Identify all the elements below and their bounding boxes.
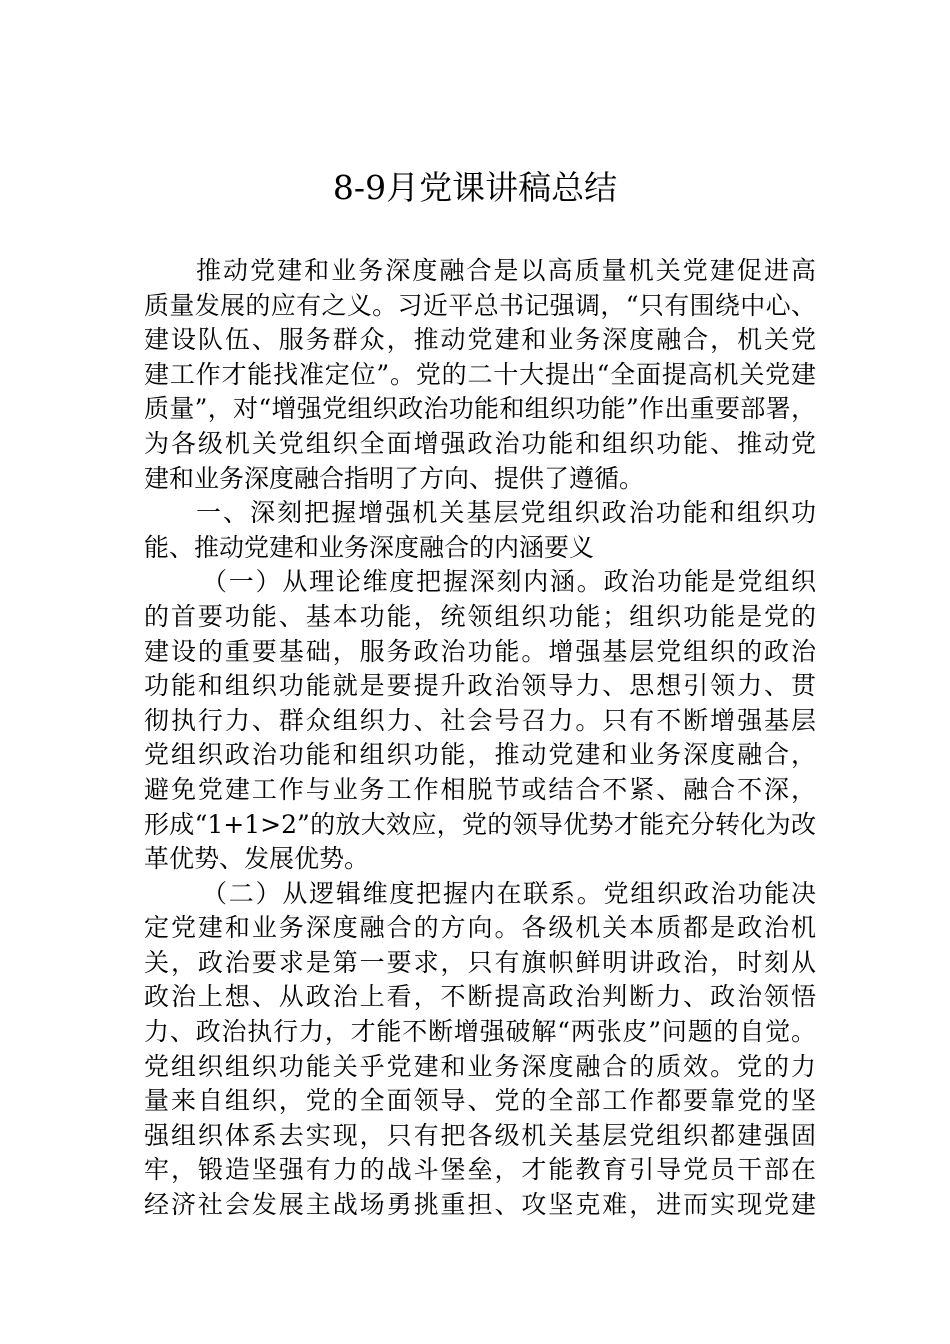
paragraph-line: 建设队伍、服务群众，推动党建和业务深度融合，机关党 (144, 325, 816, 355)
paragraph-line: 革优势、发展优势。 (144, 844, 370, 874)
paragraph-line: 量来自组织，党的全面领导、党的全部工作都要靠党的坚 (144, 1086, 816, 1116)
paragraph-line: 为各级机关党组织全面增强政治功能和组织功能、推动党 (144, 428, 816, 458)
paragraph-line: 经济社会发展主战场勇挑重担、攻坚克难，进而实现党建 (144, 1190, 816, 1220)
paragraph-line: 政治上想、从政治上看，不断提高政治判断力、政治领悟 (144, 982, 816, 1012)
paragraph-line: 避免党建工作与业务工作相脱节或结合不紧、融合不深， (144, 774, 816, 804)
paragraph-line: 强组织体系去实现，只有把各级机关基层党组织都建强固 (144, 1120, 816, 1150)
paragraph-line: 建工作才能找准定位”。党的二十大提出“全面提高机关党建 (144, 359, 816, 389)
paragraph-line: 定党建和业务深度融合的方向。各级机关本质都是政治机 (144, 913, 816, 943)
paragraph-line: 质量”，对“增强党组织政治功能和组织功能”作出重要部署， (144, 394, 816, 424)
section-heading-line: 能、推动党建和业务深度融合的内涵要义 (144, 532, 595, 562)
paragraph-line: 关，政治要求是第一要求，只有旗帜鲜明讲政治，时刻从 (144, 947, 816, 977)
paragraph-line: 功能和组织功能就是要提升政治领导力、思想引领力、贯 (144, 671, 816, 701)
document-body (144, 254, 816, 1223)
paragraph-line: 质量发展的应有之义。习近平总书记强调，“只有围绕中心、 (144, 290, 816, 320)
paragraph-line: 力、政治执行力，才能不断增强破解“两张皮”问题的自觉。 (144, 1017, 816, 1047)
paragraph-line: （二）从逻辑维度把握内在联系。党组织政治功能决 (202, 878, 816, 908)
section-heading-line: 一、深刻把握增强机关基层党组织政治功能和组织功 (196, 498, 816, 528)
paragraph-line: 党组织政治功能和组织功能，推动党建和业务深度融合， (144, 740, 816, 770)
paragraph-line: 推动党建和业务深度融合是以高质量机关党建促进高 (196, 256, 816, 285)
paragraph-line: 建设的重要基础，服务政治功能。增强基层党组织的政治 (144, 636, 816, 666)
paragraph-line: （一）从理论维度把握深刻内涵。政治功能是党组织 (202, 567, 816, 597)
paragraph-line: 建和业务深度融合指明了方向、提供了遵循。 (144, 463, 645, 493)
paragraph-line: 彻执行力、群众组织力、社会号召力。只有不断增强基层 (144, 705, 816, 735)
document-title: 8-9月党课讲稿总结 (332, 168, 618, 207)
paragraph-line: 的首要功能、基本功能，统领组织功能；组织功能是党的 (144, 601, 816, 631)
paragraph-line: 党组织组织功能关乎党建和业务深度融合的质效。党的力 (144, 1051, 816, 1081)
paragraph-line: 牢，锻造坚强有力的战斗堡垒，才能教育引导党员干部在 (144, 1155, 816, 1185)
paragraph-line: 形成“1+1>2”的放大效应，党的领导优势才能充分转化为改 (144, 809, 816, 839)
